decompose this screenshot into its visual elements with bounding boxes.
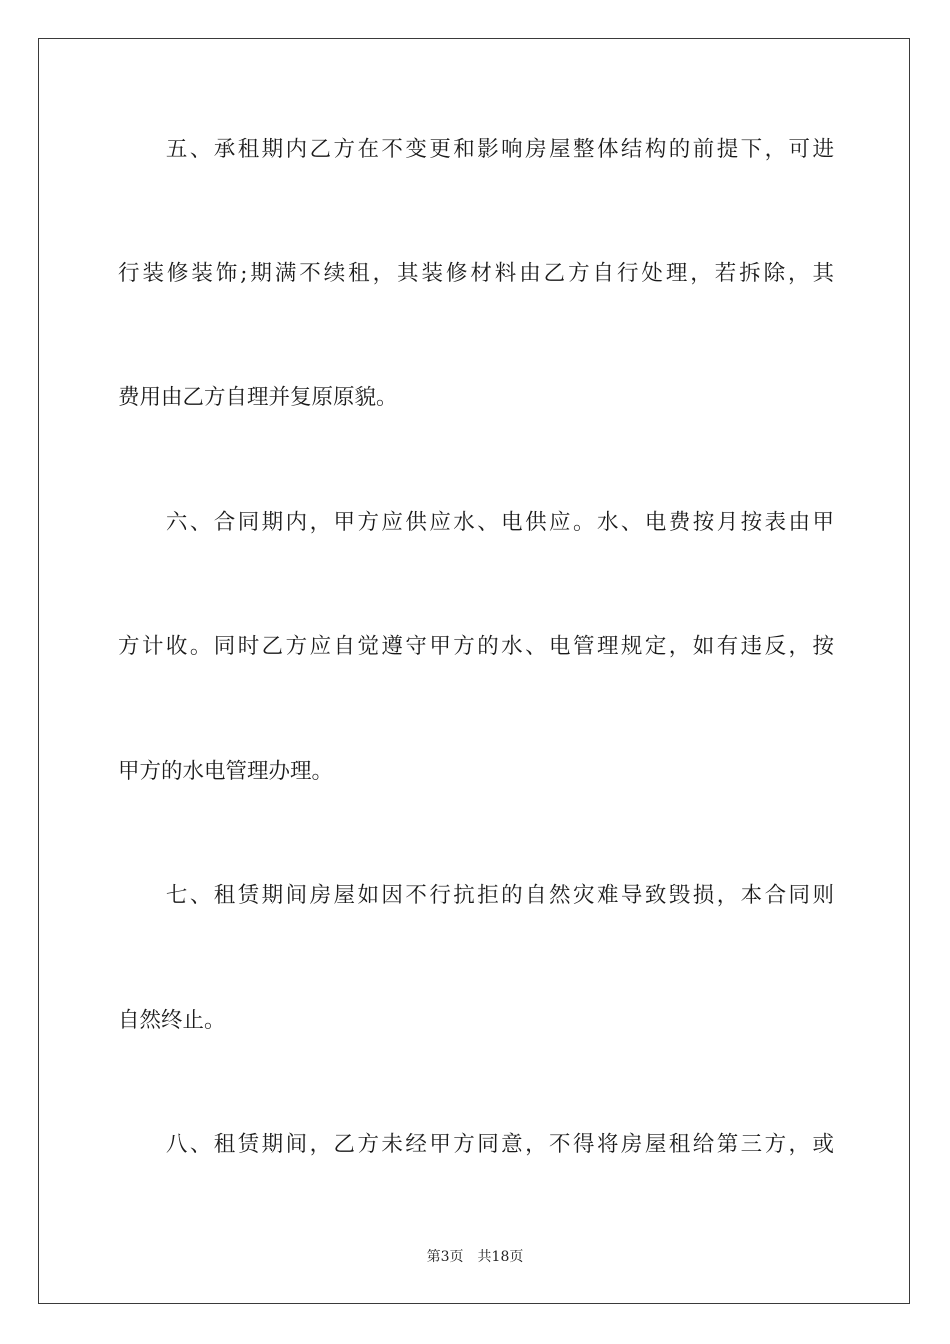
clause-8-line-1: 八、租赁期间，乙方未经甲方同意，不得将房屋租给第三方，或 bbox=[118, 1132, 834, 1157]
clause-5-line-3: 费用由乙方自理并复原原貌。 bbox=[118, 385, 398, 410]
page-number: 第3页 bbox=[426, 1249, 464, 1265]
clause-7-line-1: 七、租赁期间房屋如因不行抗拒的自然灾难导致毁损，本合同则 bbox=[118, 883, 834, 908]
clause-5-line-2: 行装修装饰;期满不续租，其装修材料由乙方自行处理，若拆除，其 bbox=[118, 261, 834, 286]
clause-7-line-2: 自然终止。 bbox=[118, 1008, 226, 1033]
clause-6-line-3: 甲方的水电管理办理。 bbox=[118, 759, 334, 784]
page-total: 共18页 bbox=[477, 1249, 524, 1265]
clause-6-line-2: 方计收。同时乙方应自觉遵守甲方的水、电管理规定，如有违反，按 bbox=[118, 634, 834, 659]
clause-6-line-1: 六、合同期内，甲方应供应水、电供应。水、电费按月按表由甲 bbox=[118, 510, 834, 535]
page-footer bbox=[0, 1246, 950, 1266]
page-border bbox=[38, 38, 910, 1304]
clause-5-line-1: 五、承租期内乙方在不变更和影响房屋整体结构的前提下，可进 bbox=[118, 137, 834, 162]
